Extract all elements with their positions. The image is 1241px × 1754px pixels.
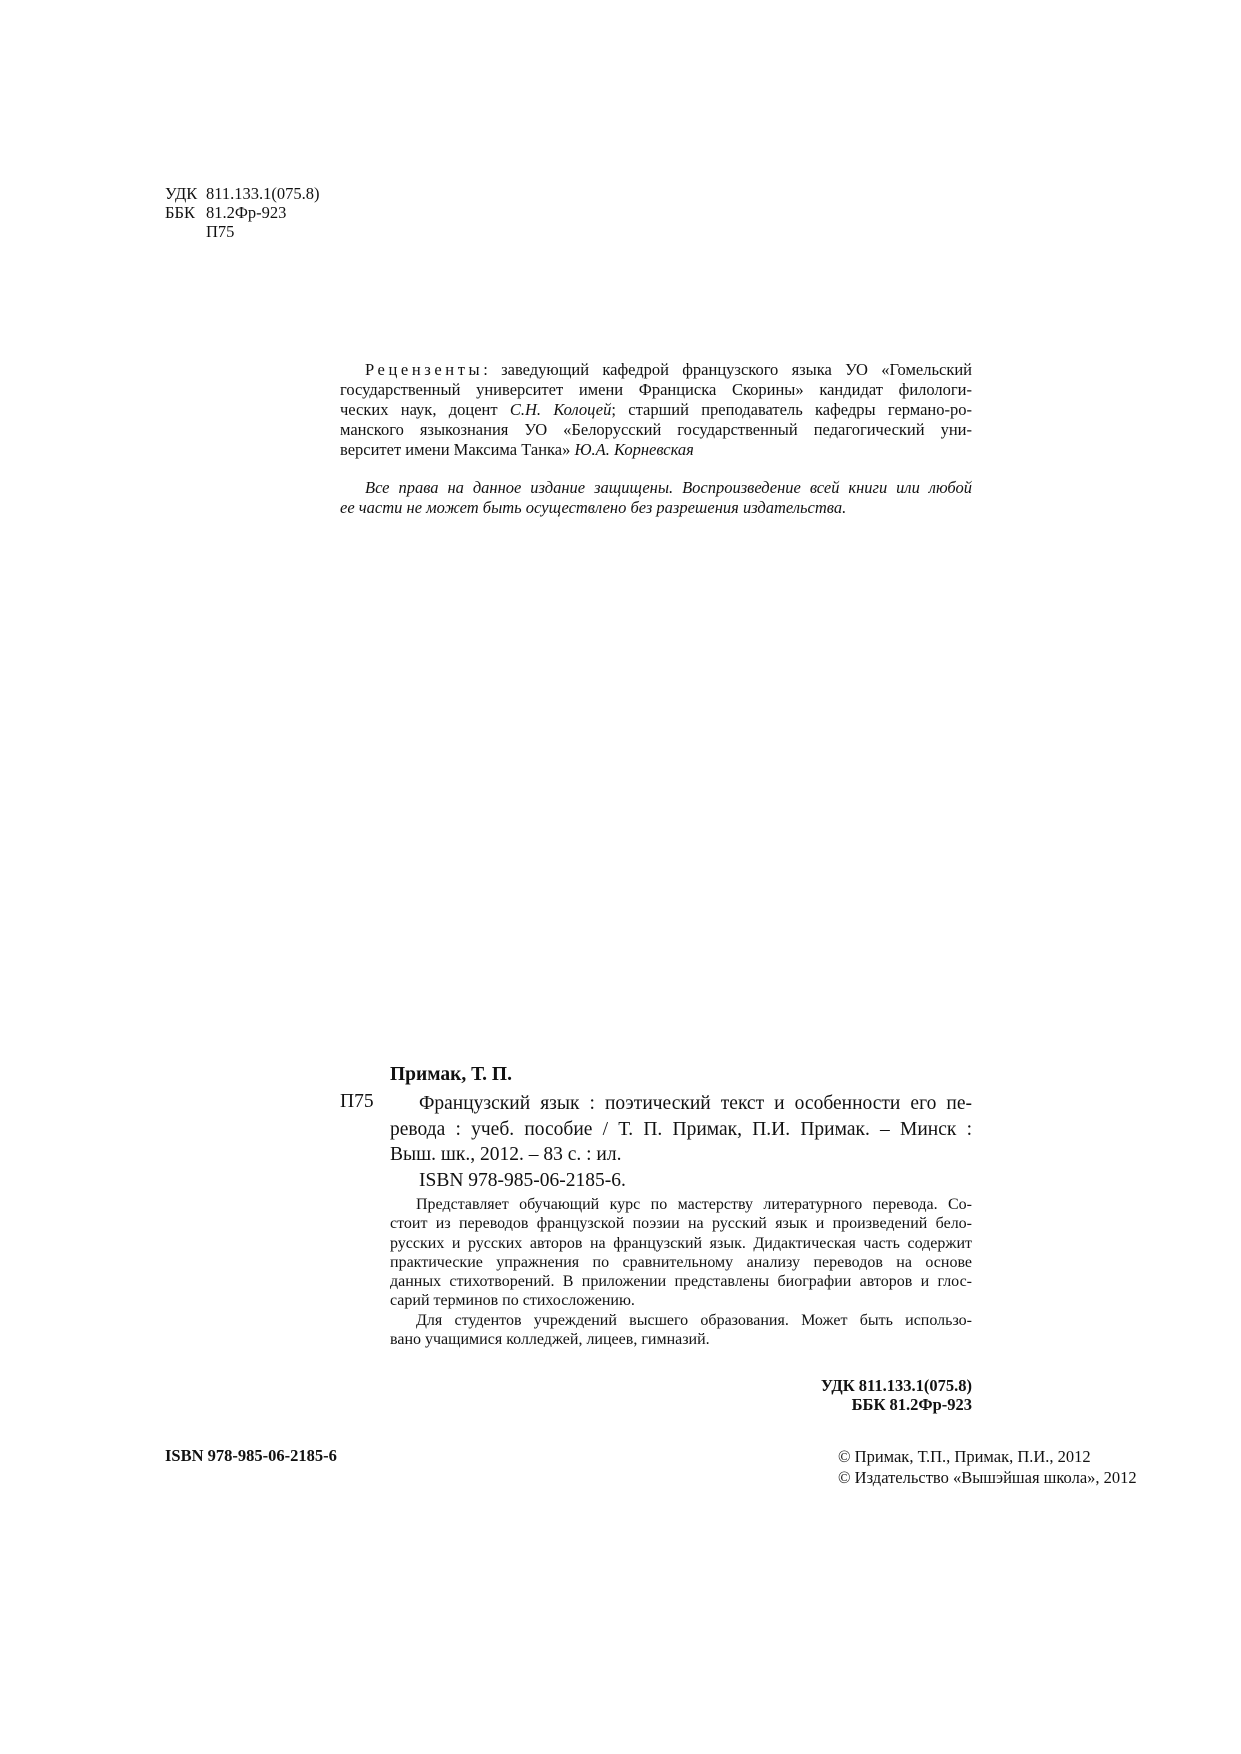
- annotation-line: данных стихотворений. В приложении представлены биографии авторов и глос-: [390, 1273, 972, 1291]
- copyright-line1: © Примак, Т.П., Примак, П.И., 2012: [838, 1447, 1091, 1466]
- udk-value: 811.133.1(075.8): [206, 184, 320, 203]
- reviewers-line4: манского языкознания УО «Белорусский государственный педагогический уни-: [340, 420, 972, 439]
- annotation-line: Представляет обучающий курс по мастерству литературного перевода. Со-: [416, 1196, 972, 1213]
- reviewers-paragraph: [340, 360, 972, 460]
- annotation-line: сарий терминов по стихосложению.: [390, 1292, 635, 1310]
- reviewers-line3-pre: ческих наук, доцент: [340, 400, 510, 419]
- classification-block: [165, 184, 320, 241]
- reviewers-line3-post: ; старший преподаватель кафедры германо-ро-: [611, 400, 973, 419]
- annotation-line: вано учащимися колледжей, лицеев, гимназий.: [390, 1331, 710, 1349]
- card-text: [390, 1091, 972, 1193]
- annotation: [390, 1195, 972, 1349]
- annotation-line: практические упражнения по сравнительному анализу переводов на основе: [390, 1253, 972, 1271]
- copyright: [838, 1446, 1137, 1488]
- rights-line1: Все права на данное издание защищены. Воспроизведение всей книги или любой: [365, 478, 972, 497]
- card-line1: Французский язык : поэтический текст и особенности его пе-: [419, 1093, 972, 1114]
- bbk-value: 81.2Фр-923: [206, 203, 287, 222]
- bbk-label: ББК: [165, 203, 195, 222]
- reviewer-2: Ю.А. Корневская: [574, 440, 694, 459]
- bottom-classification: [821, 1376, 972, 1414]
- author-mark: П75: [206, 222, 235, 241]
- card-line2: ревода : учеб. пособие / Т. П. Примак, П.И. Примак. – Минск :: [390, 1118, 972, 1140]
- rights-line2: ее части не может быть осуществлено без разрешения издательства.: [340, 498, 847, 517]
- reviewers-line2: государственный университет имени Франциска Скорины» кандидат филологи-: [340, 380, 972, 399]
- reviewers-line5-pre: верситет имени Максима Танка»: [340, 440, 575, 459]
- card-code: П75: [340, 1091, 374, 1112]
- rights-notice: [340, 478, 972, 518]
- card-isbn: ISBN 978-985-06-2185-6.: [419, 1169, 626, 1191]
- udk-label: УДК: [165, 184, 198, 203]
- annotation-line: стоит из переводов французской поэзии на русский язык и произведений бело-: [390, 1215, 972, 1233]
- bottom-bbk: ББК 81.2Фр-923: [851, 1395, 972, 1414]
- card-line3: Выш. шк., 2012. – 83 с. : ил.: [390, 1144, 622, 1165]
- annotation-line: Для студентов учреждений высшего образования. Может быть использо-: [416, 1311, 972, 1329]
- annotation-line: русских и русских авторов на французский язык. Дидактическая часть содержит: [390, 1234, 972, 1252]
- reviewers-line1: : заведующий кафедрой французского языка УО «Гомельский: [483, 360, 972, 379]
- copyright-line2: © Издательство «Вышэйшая школа», 2012: [838, 1468, 1137, 1487]
- isbn: ISBN 978-985-06-2185-6: [165, 1446, 337, 1465]
- reviewers-label: Рецензенты: [365, 360, 484, 379]
- bottom-udk: УДК 811.133.1(075.8): [820, 1376, 972, 1395]
- card-author: Примак, Т. П.: [390, 1064, 512, 1085]
- reviewer-1: С.Н. Колоцей: [509, 400, 612, 419]
